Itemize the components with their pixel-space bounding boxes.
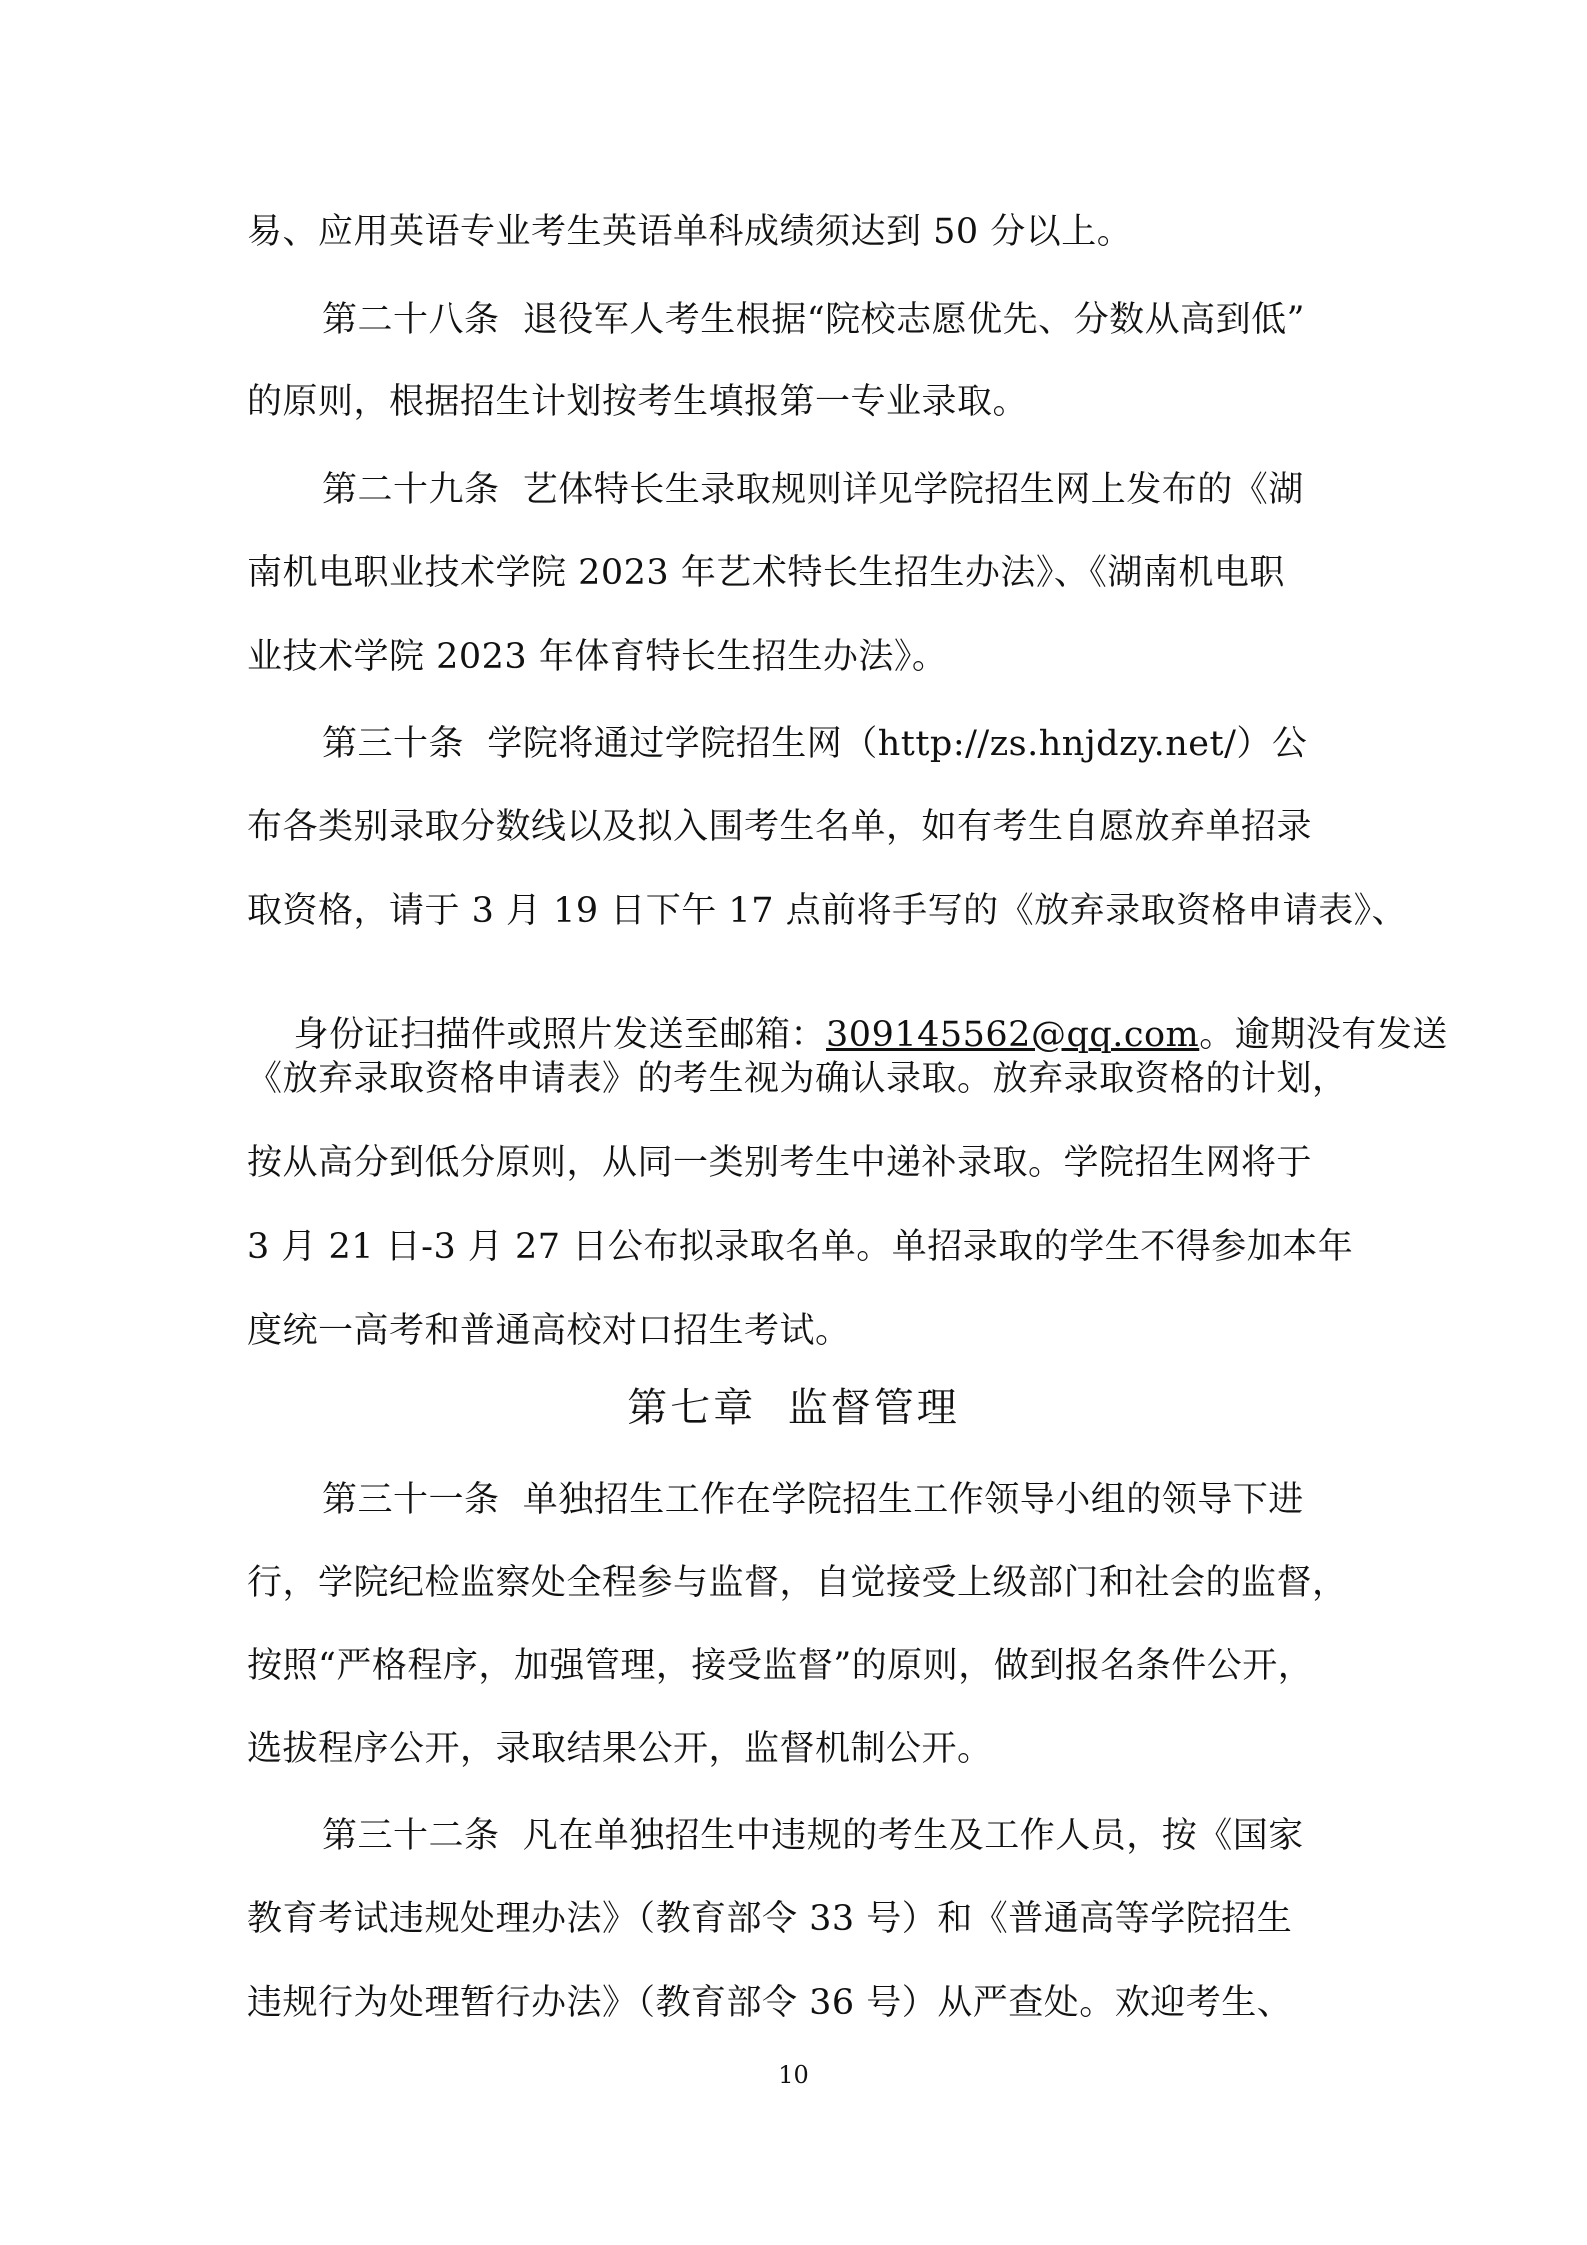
paragraph-line: 3 月 21 日-3 月 27 日公布拟录取名单。单招录取的学生不得参加本年 bbox=[247, 1227, 1354, 1267]
paragraph-line: 的原则，根据招生计划按考生填报第一专业录取。 bbox=[247, 382, 1029, 422]
paragraph-line: 南机电职业技术学院 2023 年艺术特长生招生办法》、《湖南机电职 bbox=[247, 553, 1285, 593]
paragraph-line: 按从高分到低分原则，从同一类别考生中递补录取。学院招生网将于 bbox=[247, 1143, 1313, 1183]
email-line-before: 身份证扫描件或照片发送至邮箱： bbox=[293, 1015, 827, 1055]
paragraph-line: 第二十八条 退役军人考生根据“院校志愿优先、分数从高到低” bbox=[322, 300, 1306, 340]
paragraph-line: 行，学院纪检监察处全程参与监督，自觉接受上级部门和社会的监督， bbox=[247, 1563, 1348, 1603]
paragraph-line: 第三十条 学院将通过学院招生网（http://zs.hnjdzy.net/）公 bbox=[322, 724, 1308, 764]
paragraph-line: 第三十二条 凡在单独招生中违规的考生及工作人员，按《国家 bbox=[322, 1816, 1304, 1856]
paragraph-line: 《放弃录取资格申请表》的考生视为确认录取。放弃录取资格的计划， bbox=[247, 1059, 1348, 1099]
paragraph-line: 第三十一条 单独招生工作在学院招生工作领导小组的领导下进 bbox=[322, 1480, 1304, 1520]
paragraph-line: 违规行为处理暂行办法》（教育部令 36 号）从严查处。欢迎考生、 bbox=[247, 1983, 1293, 2023]
paragraph-line: 业技术学院 2023 年体育特长生招生办法》。 bbox=[247, 637, 948, 677]
paragraph-line: 按照“严格程序，加强管理，接受监督”的原则，做到报名条件公开， bbox=[247, 1646, 1314, 1686]
paragraph-line: 第二十九条 艺体特长生录取规则详见学院招生网上发布的《湖 bbox=[322, 470, 1304, 510]
paragraph-line: 度统一高考和普通高校对口招生考试。 bbox=[247, 1311, 851, 1351]
paragraph-line: 布各类别录取分数线以及拟入围考生名单，如有考生自愿放弃单招录 bbox=[247, 807, 1313, 847]
email-line-after: 。逾期没有发送 bbox=[1199, 1015, 1448, 1055]
paragraph-line: 教育考试违规处理办法》（教育部令 33 号）和《普通高等学院招生 bbox=[247, 1899, 1293, 1939]
paragraph-line: 易、应用英语专业考生英语单科成绩须达到 50 分以上。 bbox=[247, 212, 1133, 252]
paragraph-line: 选拔程序公开，录取结果公开，监督机制公开。 bbox=[247, 1729, 993, 1769]
page-number: 10 bbox=[778, 2061, 809, 2089]
chapter-heading: 第七章 监督管理 bbox=[627, 1385, 960, 1431]
email-link[interactable]: 309145562@qq.com bbox=[826, 1015, 1200, 1055]
paragraph-line: 取资格，请于 3 月 19 日下午 17 点前将手写的《放弃录取资格申请表》、 bbox=[247, 891, 1408, 931]
